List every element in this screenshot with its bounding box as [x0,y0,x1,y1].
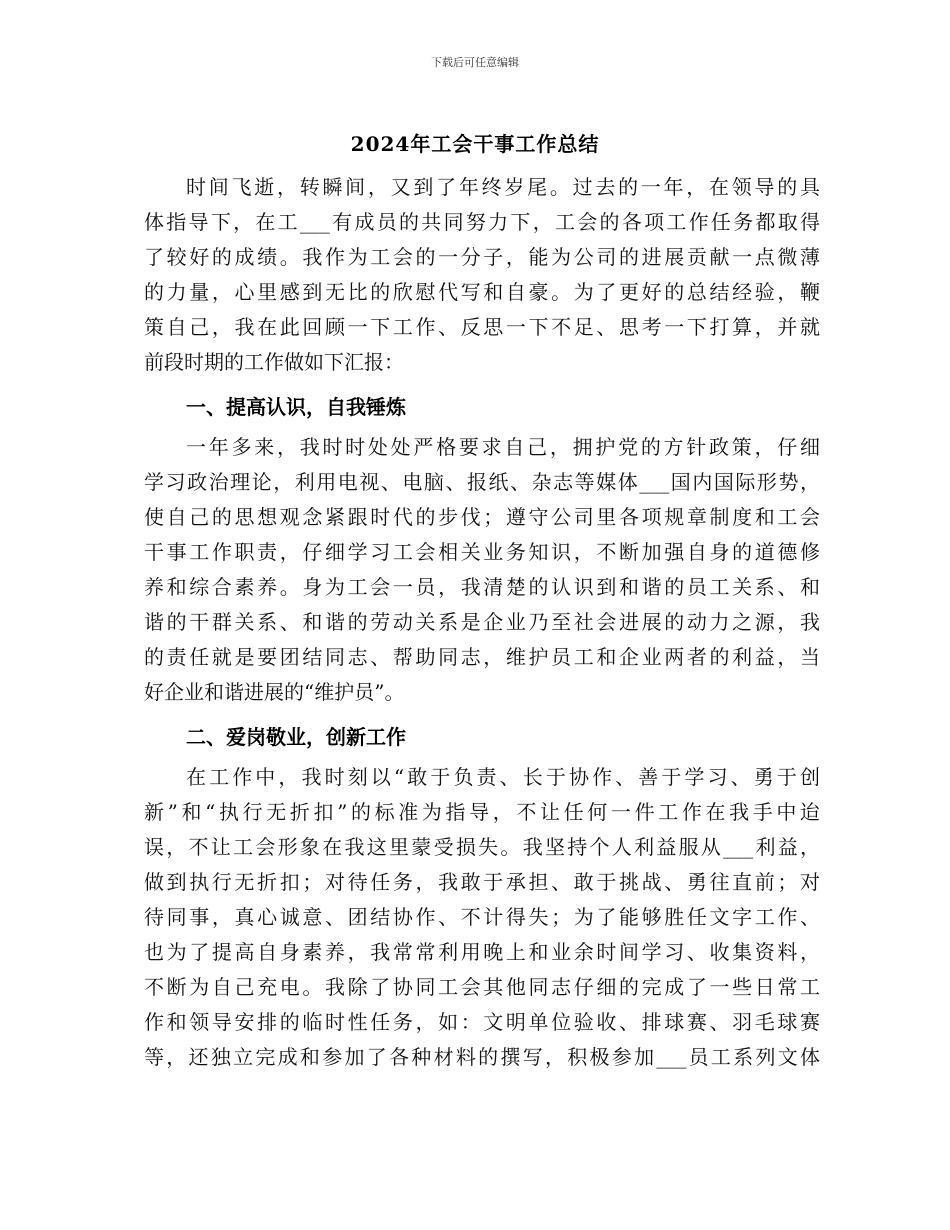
paragraph-line: 前段时期的工作做如下汇报： [144,350,404,374]
paragraph-line: 一年多来，我时时处处严格要求自己，拥护党的方针政策，仔细 [186,435,820,459]
paragraph-line: 的责任就是要团结同志、帮助同志，维护员工和企业两者的利益，当 [144,645,820,669]
section-heading: 二、爱岗敬业，创新工作 [186,725,406,749]
paragraph-line: 养和综合素养。身为工会一员，我清楚的认识到和谐的员工关系、和 [144,575,820,599]
paragraph-line: 等，还独立完成和参加了各种材料的撰写，积极参加___员工系列文体 [144,1045,820,1069]
paragraph-line: 使自己的思想观念紧跟时代的步伐；遵守公司里各项规章制度和工会 [144,505,820,529]
paragraph-line: 的力量，心里感到无比的欣慰代写和自豪。为了更好的总结经验，鞭 [144,280,820,304]
paragraph-line: 时间飞逝，转瞬间，又到了年终岁尾。过去的一年，在领导的具 [186,175,820,199]
paragraph-line: 不断为自己充电。我除了协同工会其他同志仔细的完成了一些日常工 [144,975,820,999]
paragraph-line: 谐的干群关系、和谐的劳动关系是企业乃至社会进展的动力之源，我 [144,610,820,634]
paragraph-line: 也为了提高自身素养，我常常利用晚上和业余时间学习、收集资料， [144,940,820,964]
paragraph-line: 误，不让工会形象在我这里蒙受损失。我坚持个人利益服从___利益， [144,835,820,859]
document-title: 2024年工会干事工作总结 [350,132,600,156]
section-heading: 一、提高认识，自我锤炼 [186,395,406,419]
paragraph-line: 策自己，我在此回顾一下工作、反思一下不足、思考一下打算，并就 [144,315,820,339]
paragraph-line: 作和领导安排的临时性任务，如：文明单位验收、排球赛、羽毛球赛 [144,1010,820,1034]
page-header-note: 下载后可任意编辑 [431,56,519,69]
paragraph-line: 学习政治理论，利用电视、电脑、报纸、杂志等媒体___国内国际形势， [144,470,820,494]
paragraph-line: 待同事，真心诚意、团结协作、不计得失；为了能够胜任文字工作、 [144,905,820,929]
paragraph-line: 新”和“执行无折扣”的标准为指导，不让任何一件工作在我手中迨 [144,800,820,824]
paragraph-line: 在工作中，我时刻以“敢于负责、长于协作、善于学习、勇于创 [186,765,820,789]
paragraph-line: 了较好的成绩。我作为工会的一分子，能为公司的进展贡献一点微薄 [144,245,820,269]
paragraph-line: 做到执行无折扣；对待任务，我敢于承担、敢于挑战、勇往直前；对 [144,870,820,894]
paragraph-line: 体指导下，在工___有成员的共同努力下，工会的各项工作任务都取得 [144,210,820,234]
paragraph-line: 干事工作职责，仔细学习工会相关业务知识，不断加强自身的道德修 [144,540,820,564]
paragraph-line: 好企业和谐进展的“维护员”。 [144,680,405,704]
